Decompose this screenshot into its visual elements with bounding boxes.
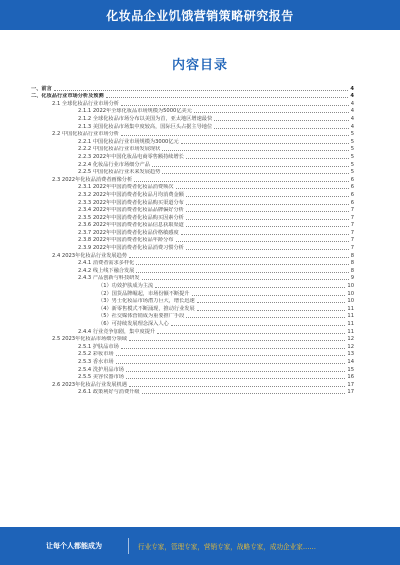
toc-leader-dots [155, 287, 345, 288]
toc-entry[interactable] [28, 351, 354, 359]
toc-entry-title: 2.3.8 2022年中国消费者化妆品年龄分布 [78, 237, 174, 244]
toc-entry-title: 二、化妆品行业市场分析及预测 [31, 93, 104, 100]
toc-entry-page: 5 [350, 169, 354, 176]
toc-entry[interactable] [28, 237, 354, 245]
toc-entry-title: 2.2.1 中国化妆品行业市场规模为3000亿元 [78, 138, 179, 145]
toc-entry[interactable] [28, 305, 354, 313]
toc-leader-dots [192, 295, 346, 296]
toc-entry-page: 6 [350, 184, 354, 191]
toc-entry-title: 2.5.4 洗护用品市场 [78, 366, 124, 373]
toc-entry-page: 8 [350, 267, 354, 274]
toc-entry-title: 2.5 2023年化妆品市场细分领域 [52, 336, 127, 343]
toc-leader-dots [129, 257, 349, 258]
toc-entry-title: 2.2.4 化妆品行业市场细分产品 [78, 161, 150, 168]
toc-entry-page: 16 [347, 374, 354, 381]
toc-entry-title: 2.1.1 2022年全球化妆品市场规模为5000亿美元 [78, 108, 192, 115]
toc-entry-title: 2.4.1 消费者需求多样化 [78, 260, 135, 267]
toc-entry-title: 2.3 2022年化妆品消费者画像分析 [52, 176, 133, 183]
toc-entry[interactable] [28, 123, 354, 131]
toc-entry-title: 2.5.5 美容仪器市场 [78, 374, 124, 381]
toc-entry[interactable] [28, 260, 354, 268]
toc-entry-title: 2.1.2 全球化妆品市场分布以美国为首，亚太地区增速最快 [78, 115, 213, 122]
page-header [0, 0, 400, 30]
toc-entry-title: 2.4.4 行业竞争加剧，集中度提升 [78, 328, 156, 335]
toc-leader-dots [176, 188, 349, 189]
footer-slogan-right: 行业专家，管理专家，营销专家，战略专家，成功企业家…… [138, 543, 317, 551]
toc-entry-title: （1）功效护肤成为主流 [98, 283, 154, 290]
toc-entry-page: 4 [350, 100, 354, 107]
toc-entry[interactable] [28, 85, 354, 93]
toc-entry[interactable] [28, 381, 354, 389]
toc-entry[interactable] [28, 184, 354, 192]
toc-entry-title: 2.2.3 2022年中国化妆品电商零售额持续增长 [78, 153, 184, 160]
toc-entry[interactable] [28, 244, 354, 252]
toc-leader-dots [54, 90, 349, 91]
toc-entry[interactable] [28, 108, 354, 116]
toc-entry-page: 4 [350, 93, 354, 100]
toc-entry-title: 2.6.1 政策利好与消费升级 [78, 389, 140, 396]
toc-entry-page: 13 [347, 351, 354, 358]
toc-entry-title: 2.2.2 中国化妆品行业市场发展现状 [78, 146, 161, 153]
footer-slogan-left: 让每个人都能成为 [46, 542, 102, 550]
toc-entry[interactable] [28, 176, 354, 184]
toc-entry[interactable] [28, 275, 354, 283]
toc-entry-title: 2.2 中国化妆品行业市场分析 [52, 131, 119, 138]
toc-entry-page: 17 [347, 389, 354, 396]
toc-leader-dots [186, 219, 349, 220]
toc-entry-title: 2.1.3 美国化妆品市场集中度较高，国际巨头占据主导地位 [78, 123, 213, 130]
toc-leader-dots [116, 363, 346, 364]
table-of-contents [28, 85, 354, 396]
toc-leader-dots [181, 143, 349, 144]
toc-entry[interactable] [28, 222, 354, 230]
toc-entry-title: 2.3.3 2022年中国消费者化妆品购买渠道分布 [78, 199, 184, 206]
toc-entry-title: （5）社交媒体营销成为重要推广手段 [98, 313, 185, 320]
toc-entry[interactable] [28, 320, 354, 328]
toc-entry[interactable] [28, 358, 354, 366]
toc-leader-dots [194, 112, 349, 113]
toc-entry[interactable] [28, 115, 354, 123]
toc-entry[interactable] [28, 131, 354, 139]
toc-entry-page: 5 [350, 153, 354, 160]
toc-entry[interactable] [28, 343, 354, 351]
document-title: 化妆品企业饥饿营销策略研究报告 [106, 9, 294, 23]
toc-leader-dots [197, 310, 346, 311]
toc-leader-dots [186, 249, 349, 250]
toc-entry[interactable] [28, 207, 354, 215]
toc-entry[interactable] [28, 336, 354, 344]
toc-entry[interactable] [28, 93, 354, 101]
toc-heading: 内容目录 [171, 58, 228, 73]
toc-entry[interactable] [28, 153, 354, 161]
toc-entry-page: 12 [347, 336, 354, 343]
toc-leader-dots [171, 325, 346, 326]
toc-entry[interactable] [28, 161, 354, 169]
toc-leader-dots [214, 128, 349, 129]
toc-leader-dots [186, 211, 349, 212]
toc-leader-dots [162, 173, 348, 174]
toc-entry-title: 一、前言 [31, 85, 52, 92]
toc-leader-dots [197, 302, 346, 303]
toc-entry-page: 11 [347, 328, 354, 335]
toc-entry-page: 17 [347, 381, 354, 388]
toc-entry-title: 2.3.1 2022年中国消费者化妆品消费频次 [78, 184, 174, 191]
footer-divider [128, 538, 129, 554]
toc-entry-page: 7 [350, 207, 354, 214]
toc-entry-title: 2.5.2 彩妆市场 [78, 351, 114, 358]
toc-entry-page: 6 [350, 191, 354, 198]
toc-entry[interactable] [28, 138, 354, 146]
toc-entry-title: 2.3.4 2022年中国消费者化妆品品牌偏好分析 [78, 207, 184, 214]
toc-entry-title: 2.3.9 2022年中国消费者化妆品消费习惯分析 [78, 245, 184, 252]
toc-entry[interactable] [28, 100, 354, 108]
toc-entry-title: 2.5.3 香水市场 [78, 358, 114, 365]
toc-entry-title: 2.4.2 线上线下融合发展 [78, 267, 135, 274]
toc-leader-dots [116, 355, 346, 356]
toc-entry-page: 10 [347, 298, 354, 305]
toc-leader-dots [186, 204, 349, 205]
toc-entry[interactable] [28, 290, 354, 298]
toc-entry-title: （6）可持续发展理念深入人心 [98, 321, 169, 327]
toc-leader-dots [186, 158, 349, 159]
toc-entry-page: 7 [350, 229, 354, 236]
toc-entry-title: （2）国货品牌崛起，市场份额不断提升 [98, 290, 190, 297]
toc-entry[interactable] [28, 146, 354, 154]
toc-entry-title: 2.5.1 护肤品市场 [78, 343, 119, 350]
toc-entry-title: 2.6 2023年化妆品行业发展机遇 [52, 381, 127, 388]
toc-leader-dots [186, 317, 345, 318]
toc-entry[interactable] [28, 282, 354, 290]
toc-entry[interactable] [28, 298, 354, 306]
toc-entry-page: 11 [347, 321, 354, 327]
toc-entry-title: （3）男士化妆品市场潜力巨大，增长迅速 [98, 298, 195, 305]
toc-entry[interactable] [28, 169, 354, 177]
toc-entry-page: 14 [347, 358, 354, 365]
toc-entry-title: 2.3.2 2022年中国消费者化妆品月均消费金额 [78, 191, 184, 198]
toc-entry[interactable] [28, 374, 354, 382]
toc-entry-page: 6 [350, 176, 354, 183]
toc-entry-page: 7 [350, 245, 354, 252]
toc-entry[interactable] [28, 252, 354, 260]
toc-entry[interactable] [28, 267, 354, 275]
toc-leader-dots [136, 264, 348, 265]
toc-entry-page: 5 [350, 161, 354, 168]
toc-entry[interactable] [28, 199, 354, 207]
toc-entry-page: 11 [347, 305, 354, 312]
toc-entry-page: 5 [350, 138, 354, 145]
toc-leader-dots [181, 234, 349, 235]
toc-leader-dots [121, 135, 349, 136]
toc-entry-title: 2.3.5 2022年中国消费者化妆品购买因素分析 [78, 214, 184, 221]
toc-entry-page: 10 [347, 290, 354, 297]
toc-leader-dots [214, 120, 349, 121]
toc-entry-page: 4 [350, 85, 354, 92]
toc-entry[interactable] [28, 313, 354, 321]
toc-leader-dots [129, 340, 345, 341]
toc-entry[interactable] [28, 366, 354, 374]
toc-entry-page: 7 [350, 237, 354, 244]
toc-entry-page: 7 [350, 214, 354, 221]
toc-leader-dots [126, 378, 345, 379]
toc-entry-page: 10 [347, 283, 354, 290]
toc-entry-title: （4）新零售模式不断涌现，推动行业发展 [98, 305, 195, 312]
toc-entry-page: 4 [350, 108, 354, 115]
page-footer [0, 527, 400, 565]
toc-entry-title: 2.2.5 中国化妆品行业未来发展趋势 [78, 169, 161, 176]
toc-entry-page: 15 [347, 366, 354, 373]
toc-entry-page: 7 [350, 222, 354, 229]
toc-leader-dots [129, 386, 345, 387]
toc-entry-page: 4 [350, 123, 354, 130]
toc-entry-page: 11 [347, 313, 354, 320]
toc-leader-dots [134, 181, 349, 182]
toc-leader-dots [186, 196, 349, 197]
toc-entry-page: 8 [350, 260, 354, 267]
toc-entry-title: 2.1 全球化妆品行业市场分析 [52, 100, 119, 107]
toc-leader-dots [157, 333, 345, 334]
toc-entry-page: 4 [350, 115, 354, 122]
toc-entry-page: 6 [350, 199, 354, 206]
toc-entry-title: 2.4.3 产品创新与科技研发 [78, 275, 140, 282]
toc-leader-dots [136, 272, 348, 273]
toc-leader-dots [176, 241, 349, 242]
toc-leader-dots [126, 371, 345, 372]
toc-entry-page: 5 [350, 131, 354, 138]
toc-leader-dots [121, 105, 349, 106]
toc-entry-page: 12 [347, 343, 354, 350]
toc-entry[interactable] [28, 328, 354, 336]
toc-entry-page: 9 [350, 275, 354, 282]
toc-entry[interactable] [28, 229, 354, 237]
toc-entry-title: 2.3.6 2022年中国消费者化妆品信息获取渠道 [78, 222, 184, 229]
toc-entry[interactable] [28, 389, 354, 397]
toc-entry-page: 5 [350, 146, 354, 153]
toc-leader-dots [162, 150, 348, 151]
toc-leader-dots [152, 166, 349, 167]
toc-leader-dots [106, 97, 349, 98]
toc-entry[interactable] [28, 191, 354, 199]
toc-leader-dots [186, 226, 349, 227]
toc-entry-title: 2.3.7 2022年中国消费者化妆品价格敏感度 [78, 229, 179, 236]
toc-entry-page: 8 [350, 252, 354, 259]
toc-leader-dots [142, 393, 346, 394]
toc-leader-dots [121, 348, 346, 349]
toc-entry-title: 2.4 2023年化妆品行业发展趋势 [52, 252, 127, 259]
toc-entry[interactable] [28, 214, 354, 222]
toc-leader-dots [142, 279, 349, 280]
